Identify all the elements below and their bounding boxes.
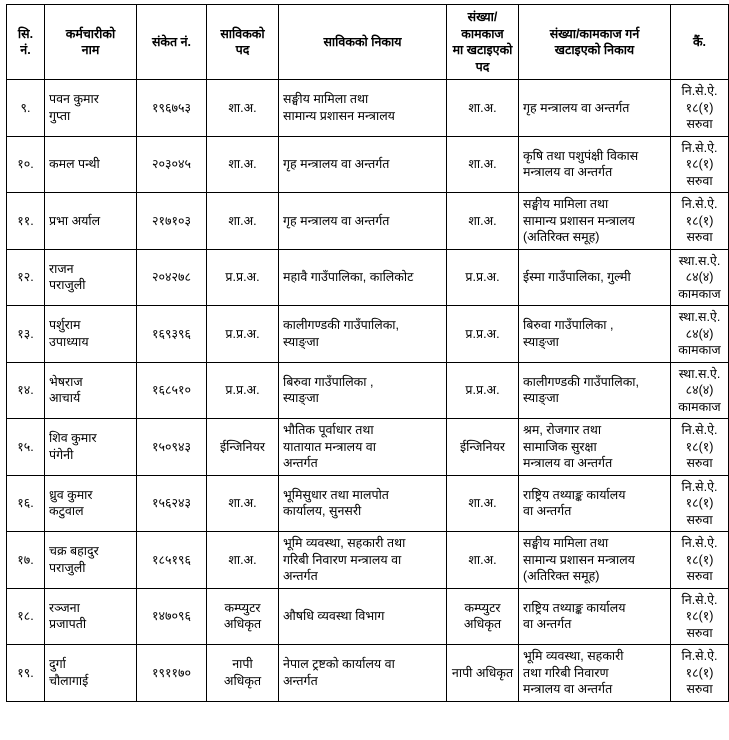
cell-remark [671,193,729,250]
table-row [7,306,729,363]
cell-serial-text: १३. [17,326,34,341]
cell-serial [7,588,45,645]
cell-code-text: २०४२७८ [151,270,191,284]
cell-new-office [519,475,671,532]
cell-serial-text: १८. [17,609,34,623]
cell-name [45,80,137,137]
cell-new-office [519,80,671,137]
cell-office-text: कालीगण्डकी गाउँपालिका, स्याङ्जा [283,318,400,349]
cell-code-text: २०३०४५ [151,157,191,171]
cell-remark-text: नि.से.ऐ. १८(१) सरुवा [681,479,718,527]
cell-new-office-text: राष्ट्रिय तथ्याङ्क कार्यालय वा अन्तर्गत [523,600,626,632]
cell-serial-text: ९. [20,100,31,115]
cell-serial-text: १७. [17,552,34,567]
cell-code [137,80,207,137]
cell-serial [7,80,45,137]
cell-office [279,306,447,363]
table-header-row [7,5,729,80]
cell-office [279,249,447,306]
cell-post [207,80,279,137]
cell-code [137,419,207,476]
table-row [7,80,729,137]
cell-post [207,475,279,532]
cell-name-text: कमल पन्थी [49,157,100,171]
cell-remark-text: नि.से.ऐ. १८(१) सरुवा [681,592,718,640]
cell-new-post-text: ईन्जिनियर [460,439,505,454]
cell-code-text: १९६७५३ [151,100,191,115]
cell-post [207,532,279,589]
cell-new-post [447,80,519,137]
cell-name-text: शिव कुमार पंगेनी [49,431,97,462]
table-row [7,588,729,645]
cell-new-office-text: गृह मन्त्रालय वा अन्तर्गत [523,100,630,115]
cell-serial [7,193,45,250]
cell-post [207,136,279,193]
cell-new-post [447,306,519,363]
cell-new-post [447,475,519,532]
cell-serial-text: १५. [17,439,34,454]
column-header-name-text: कर्मचारीको नाम [65,26,116,57]
column-header-name [45,5,137,80]
cell-remark [671,306,729,363]
cell-post-text: शा.अ. [228,213,257,228]
cell-office [279,362,447,419]
cell-name [45,362,137,419]
cell-post [207,249,279,306]
cell-remark-text: नि.से.ऐ. १८(१) सरुवा [681,197,718,244]
cell-post [207,193,279,250]
cell-office [279,136,447,193]
cell-serial-text: १६. [17,496,34,510]
cell-office-text: नेपाल ट्रष्टको कार्यालय वा अन्तर्गत [283,657,395,688]
cell-remark [671,249,729,306]
cell-new-post-text: शा.अ. [468,100,497,115]
column-header-serial [7,5,45,80]
cell-new-post-text: शा.अ. [468,213,497,228]
table-row [7,645,729,702]
column-header-new-office-text: संख्या/कामकाज गर्न खटाइएको निकाय [549,26,640,57]
cell-new-office-text: राष्ट्रिय तथ्याङ्क कार्यालय वा अन्तर्गत [523,487,626,519]
table-row [7,532,729,589]
cell-remark-text: स्था.स.ऐ. ८४(४) कामकाज [678,253,721,301]
cell-name [45,419,137,476]
column-header-new-office [519,5,671,80]
cell-code [137,136,207,193]
column-header-remark [671,5,729,80]
cell-new-post-text: प्र.प्र.अ. [465,326,500,341]
cell-remark-text: नि.से.ऐ. १८(१) सरुवा [681,649,718,696]
cell-post [207,362,279,419]
cell-new-office-text: कृषि तथा पशुपंक्षी विकास मन्त्रालय वा अन्तर्गत [523,148,639,180]
cell-serial [7,249,45,306]
cell-new-post-text: प्र.प्र.अ. [465,270,500,284]
cell-new-office [519,419,671,476]
column-header-post-text: साविकको पद [220,26,265,57]
cell-code-text: १५०९४३ [151,439,191,454]
cell-new-office [519,136,671,193]
cell-code [137,193,207,250]
table-row [7,249,729,306]
cell-office [279,193,447,250]
cell-code [137,475,207,532]
cell-serial [7,532,45,589]
cell-office-text: गृह मन्त्रालय वा अन्तर्गत [283,213,390,228]
cell-code [137,249,207,306]
cell-remark [671,645,729,702]
cell-office-text: बिरुवा गाउँपालिका , स्याङ्जा [283,374,374,406]
cell-post-text: प्र.प्र.अ. [225,270,260,284]
cell-serial-text: १९. [17,665,34,680]
cell-name-text: पर्शुराम उपाध्याय [49,318,89,349]
cell-name [45,645,137,702]
cell-remark-text: स्था.स.ऐ. ८४(४) कामकाज [678,310,721,357]
cell-new-post [447,362,519,419]
cell-office-text: औषधि व्यवस्था विभाग [283,609,385,623]
cell-post [207,645,279,702]
cell-remark [671,475,729,532]
column-header-remark-text: कैं. [692,34,707,49]
cell-new-office [519,645,671,702]
cell-name-text: दुर्गा चौलागाई [49,657,89,688]
cell-remark-text: नि.से.ऐ. १८(१) सरुवा [681,84,718,131]
cell-new-post [447,136,519,193]
cell-new-post [447,419,519,476]
cell-new-office-text: सङ्घीय मामिला तथा सामान्य प्रशासन मन्त्रालय (अतिरिक्त समूह) [523,536,635,583]
cell-remark [671,588,729,645]
cell-post-text: शा.अ. [228,552,257,567]
column-header-serial-text: सि. नं. [17,26,34,57]
cell-name-text: प्रभा अर्याल [49,213,101,228]
column-header-code [137,5,207,80]
cell-post-text: नापी अधिकृत [223,657,262,688]
table-row [7,136,729,193]
cell-code-text: २१७१०३ [151,213,191,228]
cell-post [207,588,279,645]
cell-serial [7,645,45,702]
cell-serial-text: १४. [17,383,34,397]
cell-name-text: राजन पराजुली [49,261,86,293]
cell-new-post [447,645,519,702]
cell-office [279,588,447,645]
cell-remark-text: नि.से.ऐ. १८(१) सरुवा [681,536,718,583]
table-row [7,193,729,250]
cell-name [45,475,137,532]
cell-code [137,362,207,419]
cell-new-post [447,588,519,645]
cell-serial-text: ११. [17,213,34,228]
cell-remark [671,80,729,137]
cell-remark [671,362,729,419]
employee-transfer-table [6,4,729,702]
cell-name [45,249,137,306]
cell-new-office-text: ईस्मा गाउँपालिका, गुल्मी [523,270,631,284]
cell-post-text: प्र.प्र.अ. [225,383,260,397]
cell-new-post-text: शा.अ. [468,496,497,510]
cell-post-text: कम्प्युटर अधिकृत [223,600,262,632]
table-row [7,419,729,476]
cell-office-text: भौतिक पूर्वाधार तथा यातायात मन्त्रालय वा अन्तर्गत [283,423,376,470]
cell-new-post-text: शा.अ. [468,552,497,567]
cell-name [45,136,137,193]
cell-remark-text: नि.से.ऐ. १८(१) सरुवा [681,423,718,470]
cell-code [137,306,207,363]
cell-name [45,532,137,589]
cell-code-text: १६९३९६ [151,326,191,341]
column-header-code-text: संकेत नं. [151,34,192,49]
cell-remark-text: स्था.स.ऐ. ८४(४) कामकाज [678,366,721,414]
cell-office-text: सङ्घीय मामिला तथा सामान्य प्रशासन मन्त्रालय [283,92,395,123]
cell-office [279,532,447,589]
cell-post [207,306,279,363]
cell-code [137,588,207,645]
cell-new-office [519,532,671,589]
cell-post-text: शा.अ. [228,100,257,115]
cell-new-office [519,362,671,419]
cell-new-office [519,588,671,645]
cell-name [45,588,137,645]
cell-post-text: शा.अ. [228,157,257,171]
cell-name-text: भेषराज आचार्य [49,374,83,406]
cell-new-post [447,193,519,250]
table-row [7,362,729,419]
cell-serial [7,475,45,532]
cell-new-post-text: प्र.प्र.अ. [465,383,500,397]
cell-remark [671,532,729,589]
cell-name [45,193,137,250]
cell-post-text: ईन्जिनियर [220,439,265,454]
cell-code-text: १६८५१० [151,383,191,397]
cell-new-office-text: सङ्घीय मामिला तथा सामान्य प्रशासन मन्त्रालय (अतिरिक्त समूह) [523,197,635,244]
cell-office-text: गृह मन्त्रालय वा अन्तर्गत [283,157,390,171]
column-header-office-text: साविकको निकाय [323,34,402,49]
cell-post [207,419,279,476]
cell-serial [7,136,45,193]
column-header-office [279,5,447,80]
cell-new-office-text: बिरुवा गाउँपालिका , स्याङ्जा [523,318,614,349]
cell-code-text: १८५१९६ [151,552,191,567]
cell-new-post [447,249,519,306]
cell-remark [671,419,729,476]
cell-serial-text: १२. [17,270,34,284]
cell-office-text: भूमि व्यवस्था, सहकारी तथा गरिबी निवारण मन्त्रालय वा अन्तर्गत [283,536,406,583]
table-body [7,80,729,702]
column-header-new-post [447,5,519,80]
cell-office [279,419,447,476]
cell-office-text: महावै गाउँपालिका, कालिकोट [283,270,414,284]
cell-new-office-text: भूमि व्यवस्था, सहकारी तथा गरिबी निवारण मन्त्रालय वा अन्तर्गत [523,649,624,696]
table-row [7,475,729,532]
cell-name-text: रञ्जना प्रजापती [49,600,87,632]
cell-post-text: शा.अ. [228,496,257,510]
cell-code-text: १५६२४३ [151,496,191,510]
cell-new-office [519,193,671,250]
cell-name-text: ध्रुव कुमार कटुवाल [49,487,93,519]
cell-name [45,306,137,363]
cell-name-text: चक्र बहादुर पराजुली [49,544,99,575]
cell-code-text: १९११७० [151,665,191,680]
cell-office [279,80,447,137]
cell-new-post-text: शा.अ. [468,157,497,171]
cell-post-text: प्र.प्र.अ. [225,326,260,341]
cell-new-office [519,306,671,363]
column-header-post [207,5,279,80]
cell-serial-text: १०. [17,157,34,171]
cell-new-office [519,249,671,306]
cell-serial [7,419,45,476]
cell-office [279,475,447,532]
cell-name-text: पवन कुमार गुप्ता [49,92,99,123]
cell-new-post-text: नापी अधिकृत [451,665,514,680]
column-header-new-post-text: संख्या/कामकाज मा खटाइएको पद [452,10,513,74]
cell-office [279,645,447,702]
cell-office-text: भूमिसुधार तथा मालपोत कार्यालय, सुनसरी [283,487,389,519]
cell-new-office-text: श्रम, रोजगार तथा सामाजिक सुरक्षा मन्त्रालय वा अन्तर्गत [523,423,613,470]
cell-new-post [447,532,519,589]
cell-serial [7,306,45,363]
cell-serial [7,362,45,419]
cell-remark [671,136,729,193]
cell-new-post-text: कम्प्युटर अधिकृत [463,600,502,632]
cell-code [137,532,207,589]
cell-code [137,645,207,702]
cell-remark-text: नि.से.ऐ. १८(१) सरुवा [681,140,718,188]
cell-new-office-text: कालीगण्डकी गाउँपालिका, स्याङ्जा [523,374,640,406]
cell-code-text: १४७०९६ [151,609,191,623]
